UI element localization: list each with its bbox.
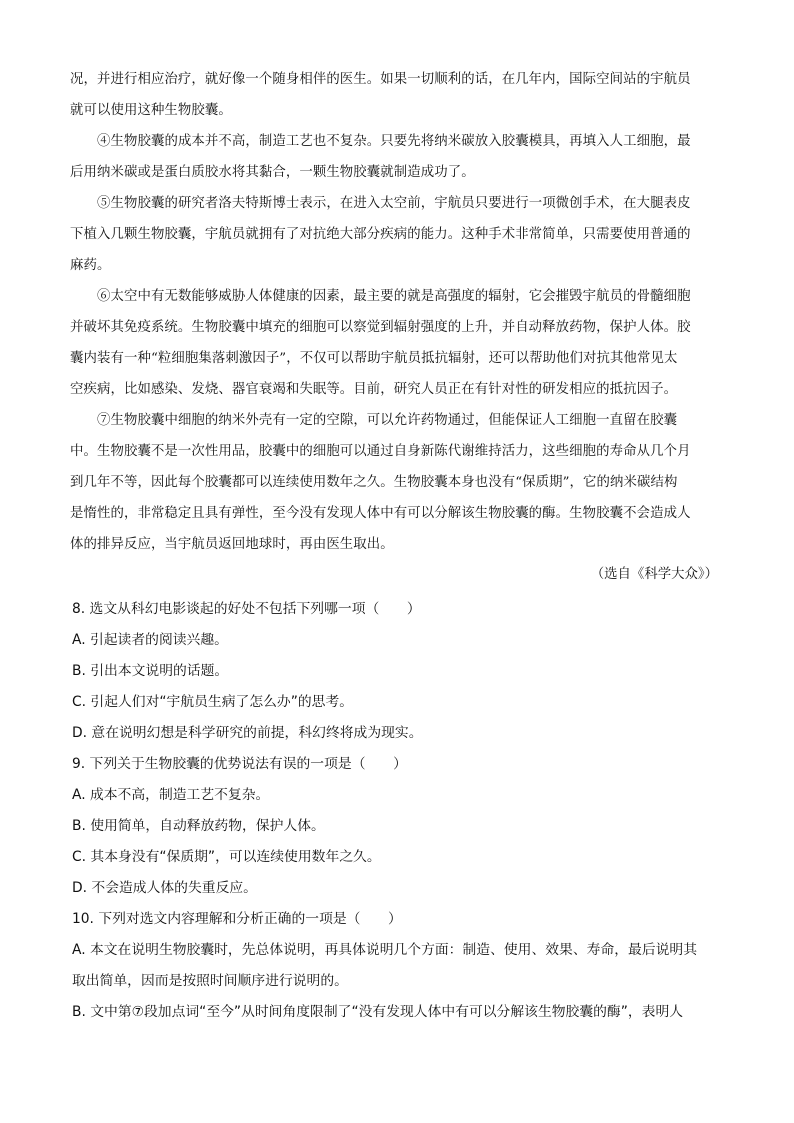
reading-passage	[70, 64, 720, 560]
question-8-stem: 8. 选文从科幻电影谈起的好处不包括下列哪一项（ ）	[72, 601, 421, 617]
question-9-option-a: A. 成本不高，制造工艺不复杂。	[72, 787, 270, 803]
passage-line: 况，并进行相应治疗，就好像一个随身相伴的医生。如果一切顺利的话，在几年内，国际空间站的宇航员	[70, 72, 691, 87]
passage-line: ⑦生物胶囊中细胞的纳米外壳有一定的空隙，可以允许药物通过，但能保证人工细胞一直留在胶囊	[97, 413, 678, 428]
question-8-option-c: C. 引起人们对“宇航员生病了怎么办”的思考。	[72, 694, 354, 710]
passage-line: 中。生物胶囊不是一次性用品，胶囊中的细胞可以通过自身新陈代谢维持活力，这些细胞的寿命从几个月	[70, 444, 691, 459]
question-8-option-a: A. 引起读者的阅读兴趣。	[72, 632, 228, 648]
question-8-option-d: D. 意在说明幻想是科学研究的前提，科幻终将成为现实。	[72, 725, 423, 741]
passage-line: 空疾病，比如感染、发烧、器官衰竭和失眠等。目前，研究人员正在有针对性的研发相应的抵抗因子。	[70, 382, 678, 397]
question-9-stem: 9. 下列关于生物胶囊的优势说法有误的一项是（ ）	[72, 756, 407, 772]
passage-line: 并破坏其免疫系统。生物胶囊中填充的细胞可以察觉到辐射强度的上升，并自动释放药物，保护人体。胶	[70, 320, 691, 335]
passage-line: ⑤生物胶囊的研究者洛夫特斯博士表示，在进入太空前，宇航员只要进行一项微创手术，在大腿表皮	[97, 196, 691, 211]
passage-line: 下植入几颗生物胶囊，宇航员就拥有了对抗绝大部分疾病的能力。这种手术非常简单，只需要使用普通的	[70, 227, 691, 242]
question-10-option-a: A. 本文在说明生物胶囊时，先总体说明，再具体说明几个方面：制造、使用、效果、寿命，最后说明其	[72, 942, 698, 958]
question-10-stem: 10. 下列对选文内容理解和分析正确的一项是（ ）	[72, 911, 402, 927]
passage-line: ④生物胶囊的成本并不高，制造工艺也不复杂。只要先将纳米碳放入胶囊模具，再填入人工细胞，最	[97, 134, 691, 149]
question-list	[72, 594, 722, 1028]
passage-line: 后用纳米碳或是蛋白质胶水将其黏合，一颗生物胶囊就制造成功了。	[70, 165, 475, 180]
question-10-option-b: B. 文中第⑦段加点词“至今”从时间角度限制了“没有发现人体中有可以分解该生物胶囊的酶”，表明人	[72, 1004, 684, 1020]
passage-line: 到几年不等，因此每个胶囊都可以连续使用数年之久。生物胶囊本身也没有“保质期”，它的纳米碳结构	[70, 475, 678, 490]
passage-line: 是惰性的，非常稳定且具有弹性，至今没有发现人体中有可以分解该生物胶囊的酶。生物胶囊不会造成人	[70, 506, 691, 521]
question-9-option-b: B. 使用简单，自动释放药物，保护人体。	[72, 818, 325, 834]
passage-source: （选自《科学大众》）	[590, 567, 718, 582]
question-9-option-c: C. 其本身没有“保质期”，可以连续使用数年之久。	[72, 849, 381, 865]
passage-line: 体的排异反应，当宇航员返回地球时，再由医生取出。	[70, 537, 394, 552]
passage-line: 囊内装有一种“粒细胞集落刺激因子”，不仅可以帮助宇航员抵抗辐射，还可以帮助他们对抗其他常见太	[70, 351, 678, 366]
passage-line: 就可以使用这种生物胶囊。	[70, 103, 232, 118]
question-9-option-d: D. 不会造成人体的失重反应。	[72, 880, 257, 896]
question-8-option-b: B. 引出本文说明的话题。	[72, 663, 229, 679]
passage-line: ⑥太空中有无数能够威胁人体健康的因素，最主要的就是高强度的辐射，它会摧毁宇航员的骨髓细胞	[97, 289, 691, 304]
question-10-option-a-cont: 取出简单，因而是按照时间顺序进行说明的。	[72, 973, 348, 989]
passage-line: 麻药。	[70, 258, 111, 273]
